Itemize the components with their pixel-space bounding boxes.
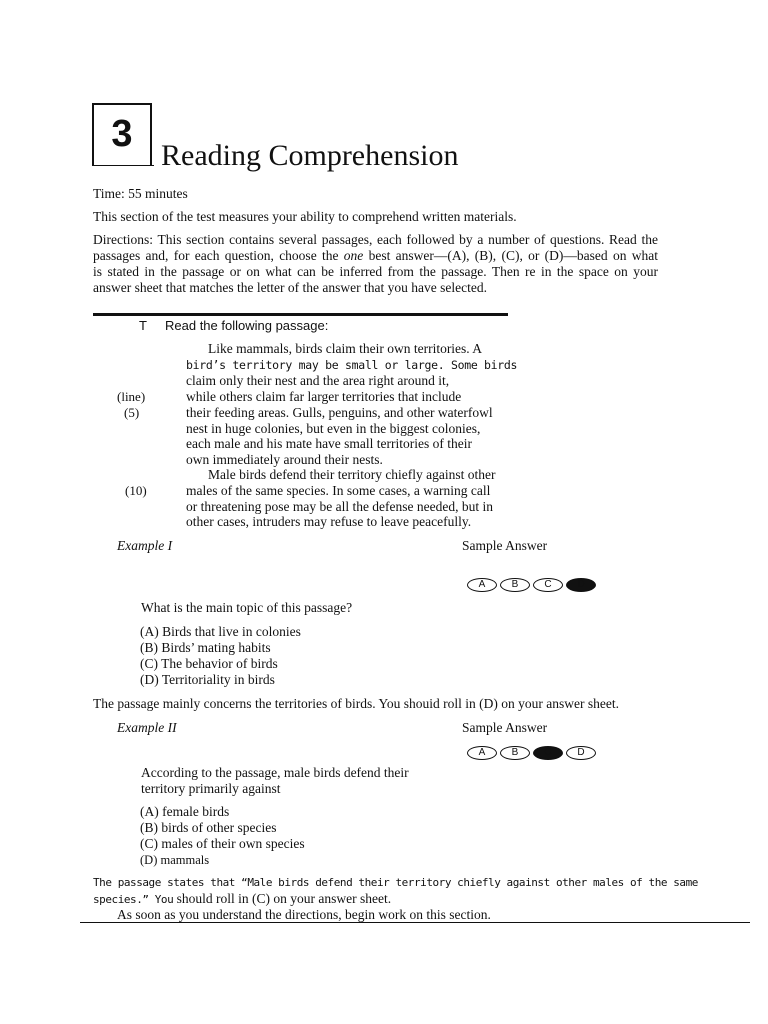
example-2-question: According to the passage, male birds defend their: [141, 765, 409, 780]
passage-line: or threatening pose may be all the defense needed, but in: [186, 499, 494, 514]
answer-bubble-b: B: [500, 578, 530, 592]
directions-line: [93, 248, 658, 264]
passage-line: own immediately around their nests.: [186, 452, 383, 467]
directions-text: passages and, for each question, choose the: [93, 248, 344, 263]
answer-bubble-d: D: [566, 746, 596, 760]
passage-line: bird’s territory may be small or large. Some birds: [186, 358, 518, 372]
example-2-explanation-cont: [93, 891, 391, 908]
directions: [93, 232, 658, 296]
title-underline: [92, 165, 154, 166]
passage-line: other cases, intruders may refuse to leave peacefully.: [186, 514, 472, 529]
example-1-question: What is the main topic of this passage?: [141, 600, 353, 615]
passage-line: each male and his mate have small territories of their: [186, 436, 473, 451]
explanation-text: should roll in (C) on your answer sheet.: [173, 891, 392, 906]
example-2-answer-bubbles: [467, 746, 597, 762]
example-2-option: (A) female birds: [140, 804, 230, 819]
section-purpose: This section of the test measures your ability to comprehend written materials.: [93, 209, 517, 224]
example-2-option: (D) mammals: [140, 853, 210, 867]
answer-bubble-d-filled: D: [566, 578, 596, 592]
bottom-rule: [80, 922, 750, 923]
answer-bubble-a: A: [467, 578, 497, 592]
passage-line: nest in huge colonies, but even in the biggest colonies,: [186, 421, 481, 436]
example-1-answer-bubbles: [467, 578, 597, 594]
time-limit: Time: 55 minutes: [93, 186, 188, 201]
passage-marker: T: [139, 318, 147, 333]
page-title: Reading Comprehension: [161, 139, 459, 172]
answer-bubble-c-filled: C: [533, 746, 563, 760]
passage-line: while others claim far larger territories that include: [186, 389, 462, 404]
example-1-explanation: The passage mainly concerns the territories of birds. You shouid roll in (D) on your answer sheet.: [93, 696, 620, 711]
passage-heading: Read the following passage:: [165, 318, 329, 333]
closing-instruction: As soon as you understand the directions, begin work on this section.: [117, 907, 491, 922]
passage-line: males of the same species. In some cases, a warning call: [186, 483, 491, 498]
example-2-option: (B) birds of other species: [140, 820, 277, 835]
explanation-text: species.” You: [93, 893, 174, 906]
line-number-5: (5): [124, 405, 140, 420]
directions-line: is stated in the passage or on what can be inferred from the passage. Then re in the space on your: [93, 264, 658, 279]
answer-bubble-a: A: [467, 746, 497, 760]
line-number-10: (10): [125, 483, 147, 498]
answer-bubble-b: B: [500, 746, 530, 760]
example-1-option: (B) Birds’ mating habits: [140, 640, 271, 655]
line-label: (line): [117, 389, 146, 404]
example-1-option: (A) Birds that live in colonies: [140, 624, 301, 639]
answer-bubble-c: C: [533, 578, 563, 592]
passage-line: their feeding areas. Gulls, penguins, and other waterfowl: [186, 405, 493, 420]
example-2-sample-label: Sample Answer: [462, 720, 548, 735]
passage-top-rule: [93, 313, 508, 316]
passage-line: Male birds defend their territory chiefly against other: [208, 467, 496, 482]
example-2-label: Example II: [117, 720, 177, 735]
directions-line: Directions: This section contains several passages, each followed by a number of questions. Read the: [93, 232, 658, 247]
example-1-option: (C) The behavior of birds: [140, 656, 278, 671]
directions-line: answer sheet that matches the letter of the answer that you have selected.: [93, 280, 487, 295]
example-2-explanation: The passage states that “Male birds defend their territory chiefly against other males of the same: [93, 876, 698, 889]
passage-line: Like mammals, birds claim their own territories. A: [208, 341, 483, 356]
directions-text: best answer—(A), (B), (C), or (D)—based on what: [363, 248, 658, 263]
example-2-option: (C) males of their own species: [140, 836, 305, 851]
example-1-option: (D) Territoriality in birds: [140, 672, 275, 687]
example-2-question: territory primarily against: [141, 781, 281, 796]
example-1-label: Example I: [117, 538, 173, 553]
directions-emphasis: one: [343, 248, 364, 263]
passage-line: claim only their nest and the area right around it,: [186, 373, 450, 388]
example-1-sample-label: Sample Answer: [462, 538, 548, 553]
section-number: 3: [111, 112, 133, 155]
